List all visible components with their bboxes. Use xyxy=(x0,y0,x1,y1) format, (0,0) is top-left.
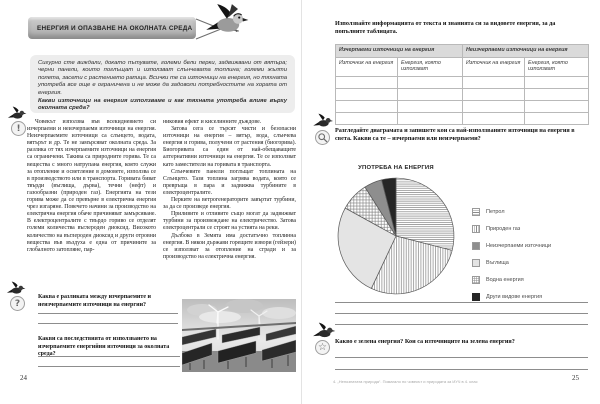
table-empty-cell xyxy=(463,113,525,125)
page-number-right: 25 xyxy=(572,374,579,382)
table-empty-row xyxy=(336,89,589,101)
table-empty-cell xyxy=(398,113,463,125)
body-paragraph: Приливите и отливите също могат да задвижват турбини за произвеждане на електричество. Затова електроцентрали се строят на устията на реки. xyxy=(163,211,296,232)
legend-swatch xyxy=(472,276,480,284)
body-paragraph: Човекът използва във всекидневието си изчерпаеми и неизчерпаеми източници на енергия. Неизчерпаемите източници са слънцето, водата, вятърът и др. Те не замърсяват околната среда. За разлика от тях изчерпаемите източници на енергия са ограничени. Такива са природните горива. Те са вещества с много натрупана енергия, която служи за отопление и осветление в домовете, използва се в производството или в транспорта. Горивата биват твърди (въглища, дърва), течни (нефт) и газообразни (природен газ). Енергията на тези горива може да се превърне в електрична енергия чрез изгаряне. Повечето начини за производство на електрична енергия обаче причиняват замърсяване. В електроцентралите с твърдо гориво се отделят големи количества въглероден диоксид. Високото количество на въглероден диоксид и други отровни вещества във въздуха е една от причините за глобалното затопляне, пар- xyxy=(27,119,156,253)
legend-label: Водна енергия xyxy=(486,276,524,283)
magnifier-icon xyxy=(315,130,330,145)
question-icon xyxy=(10,296,25,311)
legend-label: Въглища xyxy=(486,259,509,266)
writing-line xyxy=(335,369,588,370)
table-empty-cell xyxy=(398,89,463,101)
table-empty-row xyxy=(336,101,589,113)
chapter-banner xyxy=(28,17,196,39)
legend-item xyxy=(472,203,551,220)
writing-line xyxy=(38,356,180,357)
table-sub-header-row xyxy=(336,58,589,77)
writing-line xyxy=(38,366,180,367)
footer-imprint: 4. „Непознатата природа“. Помагало по човекът и природата за ИУЧ в 4. клас xyxy=(333,379,478,384)
legend-swatch xyxy=(472,259,480,267)
table-empty-cell xyxy=(336,77,398,89)
page-number-left: 24 xyxy=(20,374,27,382)
body-paragraph: Перките на ветрогенераторите завъртат турбини, за да се произведе енергия. xyxy=(163,197,296,211)
body-paragraph: Дълбоко в Земята има достатъчно топлинна енергия. В някои държави горещите извори (гейзери) се използват за отопление на сгради и за производство на електрична енергия. xyxy=(163,232,296,260)
table-empty-cell xyxy=(336,89,398,101)
table-empty-cell xyxy=(525,113,589,125)
legend-label: Други видове енергия xyxy=(486,293,543,300)
writing-line xyxy=(38,313,178,314)
bird-icon xyxy=(205,1,249,39)
page-fold-divider xyxy=(301,0,302,404)
table-empty-cell xyxy=(398,101,463,113)
exclamation-glyph: ! xyxy=(16,123,21,134)
bird-icon xyxy=(312,113,334,129)
legend-swatch xyxy=(472,293,480,301)
bird-icon xyxy=(7,106,27,121)
table-empty-row xyxy=(336,113,589,125)
exclamation-icon xyxy=(11,121,26,136)
sub-header-cell: Енергия, която използват xyxy=(398,58,463,77)
star-glyph: ☆ xyxy=(318,341,327,353)
solar-wind-photo xyxy=(182,299,296,372)
bird-icon xyxy=(312,322,336,340)
answer-lines-q2 xyxy=(38,356,180,367)
energy-table xyxy=(335,44,589,125)
table-empty-cell xyxy=(463,77,525,89)
legend-swatch xyxy=(472,225,480,233)
bird-icon xyxy=(6,281,26,296)
intro-box xyxy=(30,55,295,113)
legend-item xyxy=(472,271,551,288)
intro-text: Сигурно сте виждали, докато пътувате, големи бели перки, задвижвани от вятъра; черни панели, които поглъщат и използват слънчевата топлина; големи жълти полета, засети с растението рапица. Всички те са източници на енергия, но тяхната употреба все още е ограничена и не може да задоволи потребностите на хората от енергия. xyxy=(38,60,287,96)
writing-line xyxy=(335,357,588,358)
legend-item xyxy=(472,237,551,254)
writing-line xyxy=(335,324,588,325)
table-empty-cell xyxy=(525,89,589,101)
sub-header-cell: Източник на енергия xyxy=(463,58,525,77)
question-2: Какви са последствията от използването на изчерпаемите енергийни източници за околната среда? xyxy=(38,336,170,358)
pie-graphic xyxy=(335,175,457,297)
sub-header-cell: Източник на енергия xyxy=(336,58,398,77)
writing-line xyxy=(335,302,588,303)
body-paragraph: никовия ефект и киселинните дъждове. xyxy=(163,119,262,125)
table-empty-cell xyxy=(463,89,525,101)
group-header-cell: Изчерпаеми източници на енергия xyxy=(336,45,463,58)
task-2-heading: Разгледайте диаграмата и запишете кои са най-използваните източници на енергия в света. Какви са те – изчерпаеми или неизчерпаеми? xyxy=(335,127,575,142)
group-header-cell: Неизчерпаеми източници на енергия xyxy=(463,45,589,58)
legend-label: Неизчерпаеми източници xyxy=(486,242,552,249)
writing-line xyxy=(38,323,178,324)
energy-pie-chart xyxy=(330,162,592,302)
sub-header-cell: Енергия, която използват xyxy=(525,58,589,77)
table-empty-cell xyxy=(463,101,525,113)
question-glyph: ? xyxy=(14,298,21,309)
legend-swatch xyxy=(472,242,480,250)
legend-item xyxy=(472,220,551,237)
legend-item xyxy=(472,254,551,271)
body-paragraph: Затова сега се търсят чисти и безопасни източници на енергия – вятър, вода, слънчева енергия и горива, получени от растения (биогорива). Биогоривата са един от най-обещаващите алтернативни източници на енергия. Те се използват като заместители на горивата в транспорта. xyxy=(163,126,296,168)
writing-line xyxy=(335,313,588,314)
pie-chart-title: УПОТРЕБА НА ЕНЕРГИЯ xyxy=(358,165,434,171)
question-1: Каква е разликата между изчерпаемите и неизчерпаемите източници на енергии? xyxy=(38,294,151,308)
answer-lines-q1 xyxy=(38,313,178,324)
task-1-heading: Използвайте информацията от текста и знанията си за видовете енергия, за да попълните таблицата. xyxy=(335,20,556,35)
task-3-heading: Какво е зелена енергия? Кои са източниците на зелена енергия? xyxy=(335,338,515,345)
table-empty-cell xyxy=(336,101,398,113)
intro-question: Какви източници на енергия използваме и как тяхната употреба влияе върху околната среда? xyxy=(38,98,287,112)
table-empty-row xyxy=(336,77,589,89)
pie-legend xyxy=(472,203,551,305)
table-empty-cell xyxy=(398,77,463,89)
table-group-header-row xyxy=(336,45,589,58)
legend-swatch xyxy=(472,208,480,216)
text-column-1 xyxy=(27,119,156,297)
text-column-2 xyxy=(163,119,296,295)
table-empty-cell xyxy=(525,77,589,89)
legend-label: Петрол xyxy=(486,208,505,215)
table-empty-cell xyxy=(525,101,589,113)
legend-label: Природен газ xyxy=(486,225,521,232)
star-icon xyxy=(315,340,330,355)
body-paragraph: Слънчевите панели поглъщат топлината на Слънцето. Тази топлина загрява водата, която се превръща в пара и задвижва турбините в електроцентралите. xyxy=(163,168,296,196)
table-empty-cell xyxy=(336,113,398,125)
chapter-title: ЕНЕРГИЯ И ОПАЗВАНЕ НА ОКОЛНАТА СРЕДА xyxy=(37,24,193,32)
